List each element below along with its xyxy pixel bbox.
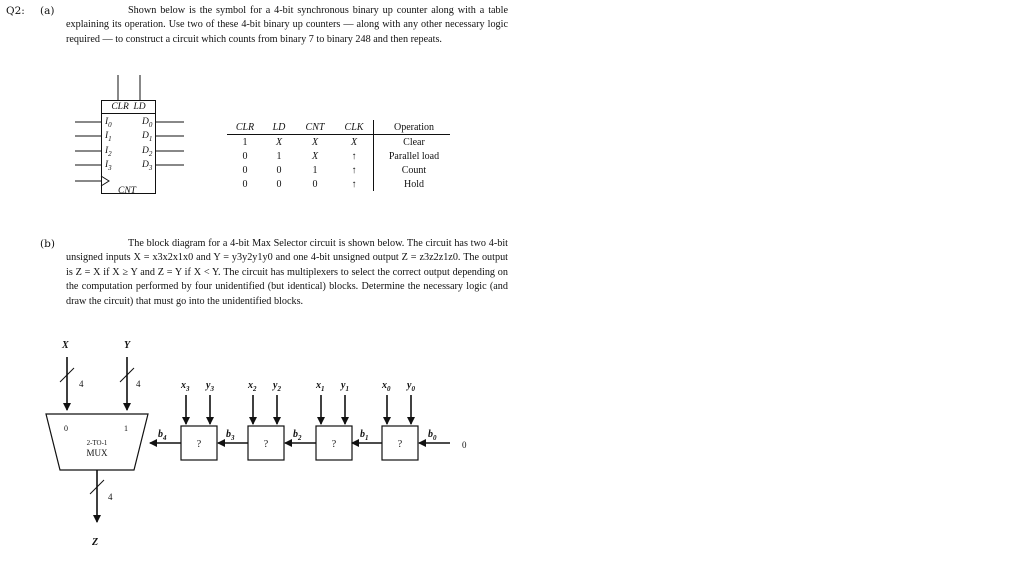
cell: 1 [276,150,282,162]
cell: 0 [276,164,282,176]
b-signal-label: $b_3$ [226,429,235,442]
b-signal-label: $b_1$ [360,429,369,442]
part-a-text-body: Shown below is the symbol for a 4-bit synchronous binary up counter along with a table explaining its operation. Use two of these 4-bit binary up counters — along with any other necessary logic required — to construct a circuit which counts from binary 7 to binary 248 and then repeats. [66,5,508,45]
table-row [227,135,450,150]
block-y-input-label: $y_3$ [206,380,214,393]
b-signal-label: $b_2$ [293,429,302,442]
block-x-input-label: $x_0$ [382,380,391,393]
y-label: Y [124,340,131,351]
part-a-label: (a) [40,5,55,17]
tail-input: 0 [462,440,467,450]
block-y-input-label: $y_0$ [407,380,415,393]
mux-input-1: 1 [124,424,128,433]
part-b-text [66,237,508,309]
header-clr: CLR [227,120,263,135]
cell: 1 [242,136,248,148]
cell: ↑ [351,164,357,176]
table-row [227,149,450,163]
x-label: X [62,340,69,351]
block-x-input-label: $x_2$ [248,380,257,393]
table-header-row [227,120,450,135]
header-clk: CLK [335,120,374,135]
cell: X [350,136,358,148]
cell: X [311,150,319,162]
cell: X [311,136,319,148]
pin-d2: $D_2$ [142,146,153,158]
ld-label: LD [133,102,146,112]
counter-wires [0,0,200,210]
header-cnt: CNT [295,120,335,135]
mux-label-line1: 2-TO-1 [86,439,108,447]
block-y-input-label: $y_1$ [341,380,349,393]
pin-i1: $I_1$ [105,131,112,143]
block-symbol: ? [331,439,337,450]
max-selector-diagram [0,330,520,570]
cell: 0 [242,164,248,176]
cell: 0 [242,150,248,162]
mux-label-line2: MUX [86,448,108,458]
pin-d0: $D_0$ [142,117,153,129]
header-operation: Operation [374,120,451,135]
question-number: Q2: [6,5,25,17]
part-b-label: (b) [40,238,55,250]
cell: Count [374,163,451,177]
pin-i0: $I_0$ [105,117,112,129]
table-row [227,163,450,177]
operation-table [227,120,450,191]
cell: 0 [242,178,248,190]
cell: Clear [374,135,451,150]
cell: Hold [374,177,451,191]
cell: 0 [312,178,318,190]
block-symbol: ? [263,439,269,450]
pin-d1: $D_1$ [142,131,153,143]
y-bus-width: 4 [136,379,141,389]
z-label: Z [92,537,99,548]
clr-label: CLR [111,102,129,112]
cell: ↑ [351,150,357,162]
block-x-input-label: $x_1$ [316,380,325,393]
b-signal-label: $b_0$ [428,429,437,442]
b-signal-label: $b_4$ [158,429,167,442]
header-ld: LD [263,120,295,135]
pin-d3: $D_3$ [142,160,153,172]
table-row [227,177,450,191]
pin-i2: $I_2$ [105,146,112,158]
cell: X [275,136,283,148]
block-symbol: ? [196,439,202,450]
x-bus-width: 4 [79,379,84,389]
cell: ↑ [351,178,357,190]
block-y-input-label: $y_2$ [273,380,281,393]
pin-i3: $I_3$ [105,160,112,172]
cell: Parallel load [374,149,451,163]
block-x-input-label: $x_3$ [181,380,190,393]
cell: 1 [312,164,318,176]
z-bus-width: 4 [108,492,113,502]
mux-input-0: 0 [64,424,68,433]
cell: 0 [276,178,282,190]
cnt-label: CNT [118,186,136,196]
part-b-text-body: The block diagram for a 4-bit Max Selector circuit is shown below. The circuit has two 4-bit unsigned inputs X = x3x2x1x0 and Y = y3y2y1y0 and one 4-bit unsigned output Z = z3z2z1z0. The output is Z = X if X ≥ Y and Z = Y if X < Y. The circuit has multiplexers to select the correct output depending on the computation performed by four unidentified (but identical) blocks. Determine the necessary logic (and draw the circuit) that must go into the unidentified blocks. [66,238,508,307]
block-symbol: ? [397,439,403,450]
